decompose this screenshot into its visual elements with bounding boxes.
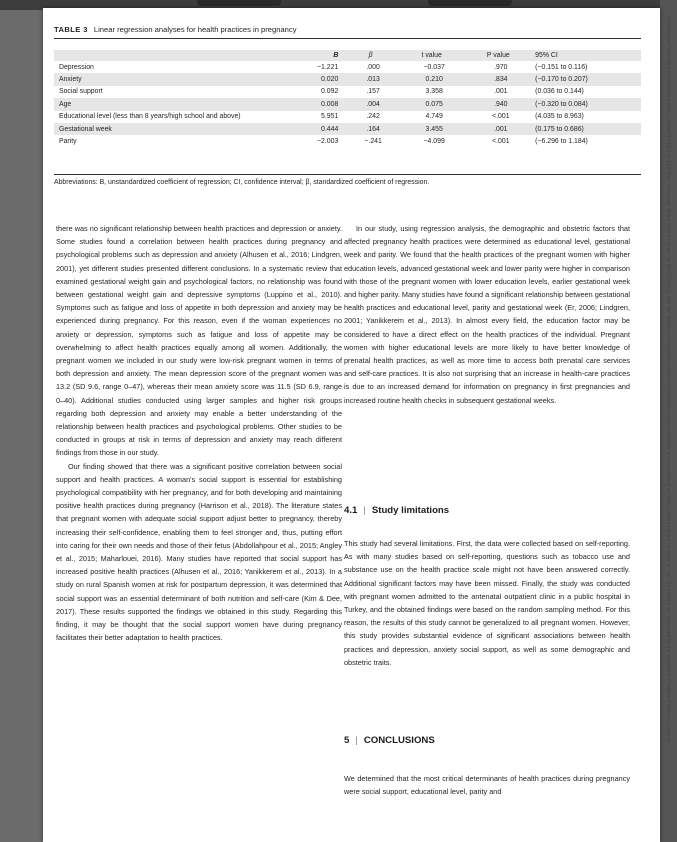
table-top-rule <box>54 38 641 39</box>
section-heading-study-limitations <box>344 505 449 516</box>
table-cell: .001 <box>494 88 508 96</box>
table-cell: 0.008 <box>295 98 345 110</box>
body-paragraph: there was no significant relationship between health practices and depression or anxiety. Some studies found a correlation between health practices during pregnancy and psychological problems such as depression and anxiety (Alhusen et al., 2016; Lindgren, 2001), yet different studies presented different conclusions. In a systematic review that examined gestational weight gain and psychological factors, no relationship was found between gestational weight gain and depressive symptoms (Luppino et al., 2010). Symptoms such as fatigue and loss of appetite in both depression and anxiety may be experienced during pregnancy. For this reason, even if the woman experiences no anxiety or depression, symptoms such as fatigue and loss of appetite may be overwhelming to affect health practices equally among all women. Additionally, the pregnant women we included in our study were low-risk pregnant women in terms of both depression and anxiety. The mean depression score of the pregnant women was 13.2 (SD 9.6, range 0–47), whereas their mean anxiety score was 11.5 (SD 6.9, range 0–40). Additional studies conducted using larger samples and higher risk groups regarding both depression and anxiety may enable a better understanding of the relationship between health practices and psychological problems. Other studies to be conducted in groups at risk in terms of depression and anxiety may reach different findings from those in our study. <box>56 224 342 458</box>
table-header-row <box>54 50 641 61</box>
table-cell: Gestational week <box>54 123 295 135</box>
table-cell: Parity <box>59 138 77 146</box>
body-paragraph: This study had several limitations. First, the data were collected based on self-reporting. As with many studies based on self-reporting, questions such as tobacco use and substance use on the health practice scale might not have been answered correctly. Additional significant factors may have been missed. Finally, the study was conducted with pregnant women admitted to the antenatal outpatient clinic in a public hospital in Turkey, and the obtained findings were based on the random sampling method. For this reason, the results of this study cannot be generalized to all pregnant women. However, this study provides substantial evidence of significant associations between health practices and depression, anxiety social support, as well as some demographic and obstetric traits. <box>344 539 630 667</box>
body-paragraph: We determined that the most critical determinants of health practices during pregnancy were social support, educational level, parity and <box>344 774 630 797</box>
table-row <box>54 135 641 147</box>
table-cell: Depression <box>59 63 94 71</box>
table-header-cell: B <box>295 50 345 61</box>
table-cell: .001 <box>466 123 530 135</box>
table-cell: .164 <box>344 123 397 135</box>
table-cell: .940 <box>466 98 530 110</box>
table-cell: −.241 <box>364 138 382 146</box>
table-header-cell: P value <box>466 50 530 61</box>
right-text-column-3 <box>344 772 630 798</box>
table-cell: 4.749 <box>425 113 443 121</box>
table-row <box>54 123 641 135</box>
table-cell: Anxiety <box>54 73 295 85</box>
table-header-cell: t value <box>397 50 467 61</box>
right-text-column-2 <box>344 537 630 669</box>
table-header-cell: β <box>344 50 397 61</box>
table-cell: .000 <box>366 63 380 71</box>
body-paragraph: In our study, using regression analysis, the demographic and obstetric factors that affected pregnancy health practices were determined as educational level, gestational week and parity. We found that the health practices of the pregnant women with higher education levels, advanced gestational week and lower parity were higher in comparison with those of the pregnant women with lower education levels, earlier gestational week and higher parity. Many studies have found a significant relationship between gestational health practices and educational level, parity and gestational week (Er, 2006; Lindgren, 2001; Yanikkerem et al., 2013). In almost every field, the education factor may be considered to have a direct effect on the health practices of the individual. Pregnant women with higher educational levels are more likely to have better knowledge of prenatal health practices, as well as more time to access both prenatal care services and self-care practices. It is also not surprising that an increase in health-care practices is due to an increased demand for information on pregnancy in first pregnancies and increased routine health checks in subsequent gestational weeks. <box>344 224 630 405</box>
section-title: CONCLUSIONS <box>363 735 435 746</box>
table-cell: (4.035 to 8.963) <box>535 113 584 121</box>
viewer-toolbar-tab[interactable] <box>197 0 281 6</box>
table-cell: (−6.296 to 1.184) <box>535 138 588 146</box>
paper-page <box>43 8 671 842</box>
table-cell: (0.036 to 0.144) <box>535 88 584 96</box>
table-cell: 3.358 <box>425 88 443 96</box>
body-paragraph: Our finding showed that there was a significant positive correlation between social support and health practices. A woman's social support is essential for establishing psychological compatibility with her pregnancy, and for both developing and maintaining positive health practices during pregnancy (Harrison et al., 2018). The literature states that pregnant women with adequate social support adjust better to pregnancy, thereby increasing their self-confidence, enabling them to feel stronger and, thus, putting effort into caring for their own needs and those of their fetus (Abdollahpour et al., 2015; Angley et al., 2015; Maharlouei, 2016). Many studies have reported that social support has increased positive health practices (Alhusen et al., 2016; Yanikkerem et al., 2013). In a study on rural Spanish women at risk for postpartum depression, it was determined that social support was an essential determinant of both nutrition and self-care (Kim & Dee, 2017). These results supported the findings we obtained in this study. Regarding this finding, it may be thought that the social support women have during pregnancy facilitates their better adaptation to health practices. <box>56 461 342 643</box>
left-text-column <box>56 222 342 645</box>
table-cell: .157 <box>366 88 380 96</box>
table-cell: (−0.170 to 0.207) <box>530 73 641 85</box>
table-cell: −4.099 <box>423 138 445 146</box>
table-bottom-rule <box>54 174 641 175</box>
table-cell: .970 <box>494 63 508 71</box>
table-cell: 0.444 <box>295 123 345 135</box>
table-cell: 0.020 <box>295 73 345 85</box>
table-cell: Educational level (less than 8 years/high school and above) <box>59 113 241 121</box>
table-cell: Age <box>54 98 295 110</box>
table-cell: −0.037 <box>423 63 445 71</box>
table-row <box>54 111 641 123</box>
table-label: TABLE 3 <box>54 25 88 34</box>
table-cell: 3.455 <box>397 123 467 135</box>
table-cell: 0.075 <box>397 98 467 110</box>
table-cell: .004 <box>344 98 397 110</box>
section-number: 4.1 <box>344 505 358 516</box>
table-cell: .013 <box>344 73 397 85</box>
table-cell: 5.951 <box>321 113 339 121</box>
table-cell: −1.221 <box>317 63 339 71</box>
table-row <box>54 86 641 98</box>
table-cell: (0.175 to 0.686) <box>530 123 641 135</box>
table-cell: .834 <box>466 73 530 85</box>
table-cell: 0.210 <box>397 73 467 85</box>
table-row <box>54 73 641 85</box>
section-title: Study limitations <box>371 505 450 516</box>
table-caption <box>54 25 297 34</box>
section-heading-conclusions <box>344 735 435 746</box>
regression-table <box>54 50 641 148</box>
table-header-cell <box>54 50 295 61</box>
table-row <box>54 61 641 73</box>
table-cell: <.001 <box>492 138 510 146</box>
table-cell: .242 <box>366 113 380 121</box>
table-header-cell: 95% CI <box>530 50 641 61</box>
viewer-toolbar-tab[interactable] <box>428 0 512 6</box>
table-row <box>54 98 641 110</box>
download-notice-text: Downloaded from https://onlinelibrary.wiley.com/doi/10.1111/ijn.12978 by University, Wiley Online Library on [01/12/2022]. See the Terms and Conditions (https://onlinelibrary.wiley.com/terms-and-conditions) on Wiley Online Library for rules of use; OA articles are governed by the applicable Creative Commons License <box>665 16 671 743</box>
section-number: 5 <box>344 735 350 746</box>
download-notice-sidebar <box>663 16 673 836</box>
right-text-column <box>344 222 630 407</box>
table-cell: 0.092 <box>321 88 339 96</box>
section-divider-glyph: | <box>363 505 366 516</box>
table-cell: −2.003 <box>317 138 339 146</box>
table-cell: (−0.151 to 0.116) <box>535 63 588 71</box>
table-title: Linear regression analyses for health practices in pregnancy <box>93 25 297 34</box>
section-divider-glyph: | <box>355 735 358 746</box>
table-cell: Social support <box>59 88 103 96</box>
table-abbreviations: Abbreviations: B, unstandardized coefficient of regression; CI, confidence interval; β, standardized coefficient of regression. <box>54 179 430 186</box>
table-cell: (−0.320 to 0.084) <box>530 98 641 110</box>
table-cell: <.001 <box>492 113 510 121</box>
